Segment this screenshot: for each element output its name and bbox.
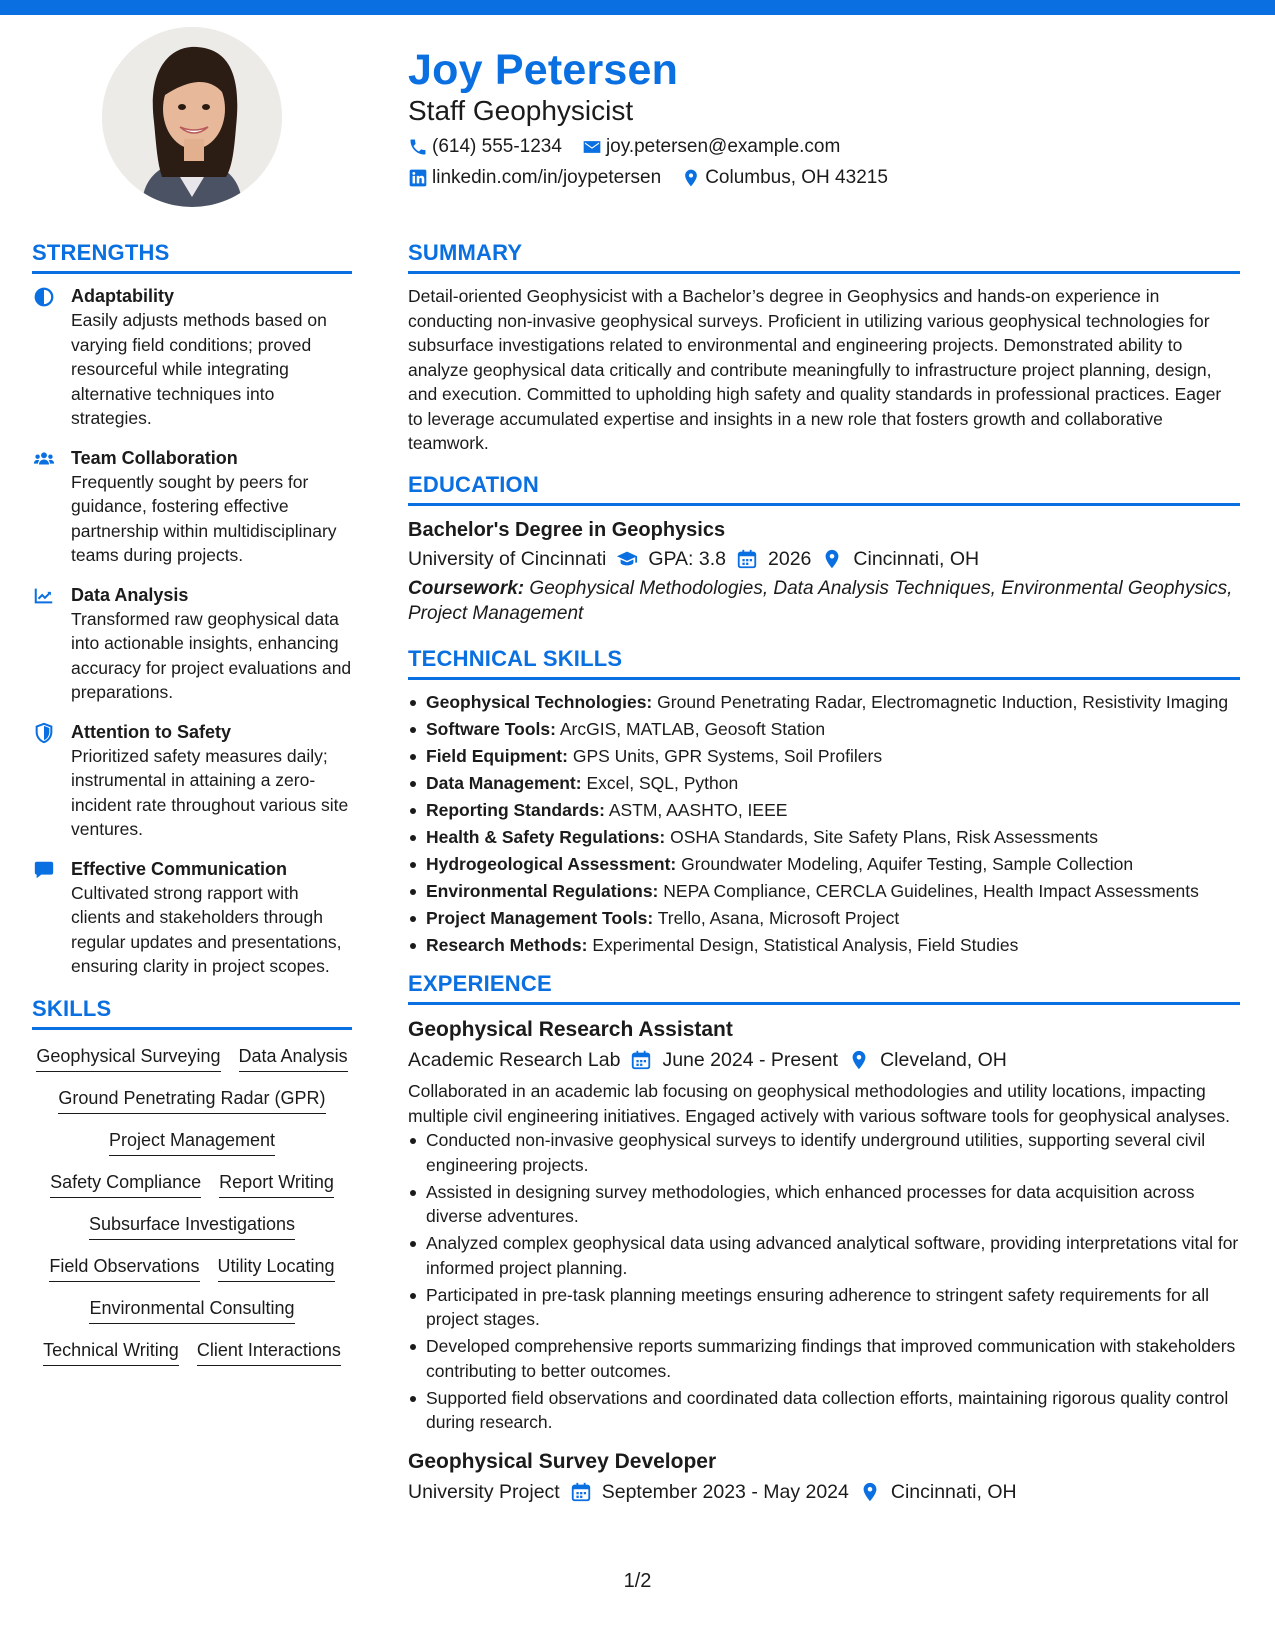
email-contact[interactable]	[582, 134, 840, 160]
experience-entry	[408, 1015, 1240, 1435]
location-text: Columbus, OH 43215	[705, 167, 888, 188]
skill-tag: Environmental Consulting	[89, 1296, 294, 1324]
strength-title: Effective Communication	[71, 858, 288, 879]
comment-icon	[33, 859, 55, 881]
coursework-label: Coursework:	[408, 577, 525, 599]
strength-title: Attention to Safety	[71, 721, 231, 742]
map-pin-icon	[821, 548, 843, 570]
list-item	[408, 798, 1240, 823]
tech-skill-value: GPS Units, GPR Systems, Soil Profilers	[572, 745, 883, 766]
top-accent-bar	[0, 0, 1275, 15]
strength-item	[32, 446, 352, 568]
envelope-icon	[582, 137, 602, 157]
list-item	[408, 879, 1240, 904]
list-item: Supported field observations and coordinated data collection efforts, maintaining rigorous quality control during research.	[408, 1386, 1240, 1435]
tech-skill-label: Field Equipment:	[426, 745, 568, 766]
strength-item	[32, 857, 352, 979]
graduation-year: 2026	[768, 547, 812, 570]
list-item	[408, 825, 1240, 850]
skill-tag: Geophysical Surveying	[36, 1044, 220, 1072]
summary-heading: SUMMARY	[408, 238, 1240, 274]
list-item	[408, 690, 1240, 715]
school-name: University of Cincinnati	[408, 547, 607, 570]
half-circle-icon	[33, 286, 55, 308]
education-meta	[408, 544, 1240, 574]
coursework-text: Geophysical Methodologies, Data Analysis Techniques, Environmental Geophysics, Project Management	[408, 577, 1233, 624]
strengths-heading: STRENGTHS	[32, 238, 352, 274]
list-item	[408, 906, 1240, 931]
tech-skill-value: Groundwater Modeling, Aquifer Testing, Sample Collection	[681, 853, 1134, 874]
linkedin-icon	[408, 168, 428, 188]
job-location: Cincinnati, OH	[890, 1480, 1017, 1503]
job-dates: June 2024 - Present	[662, 1049, 839, 1071]
tech-skill-value: ASTM, AASHTO, IEEE	[608, 799, 788, 820]
location-contact	[681, 165, 888, 191]
email-text: joy.petersen@example.com	[605, 136, 841, 157]
tech-skill-label: Hydrogeological Assessment:	[426, 853, 677, 874]
tech-skill-value: NEPA Compliance, CERCLA Guidelines, Health Impact Assessments	[663, 880, 1199, 901]
graduation-cap-icon	[616, 548, 638, 570]
tech-skill-value: Excel, SQL, Python	[586, 772, 739, 793]
tech-skill-label: Environmental Regulations:	[426, 880, 659, 901]
skill-tag: Client Interactions	[197, 1338, 341, 1366]
users-icon	[33, 448, 55, 470]
avatar	[102, 27, 282, 207]
technical-skills-heading: TECHNICAL SKILLS	[408, 644, 1240, 680]
chart-line-icon	[33, 585, 55, 607]
skill-tag: Data Analysis	[239, 1044, 348, 1072]
contact-row-1	[408, 134, 1248, 160]
phone-icon	[408, 137, 428, 157]
skill-tag: Technical Writing	[43, 1338, 179, 1366]
linkedin-contact[interactable]	[408, 165, 661, 191]
skill-tag: Safety Compliance	[50, 1170, 201, 1198]
strength-desc: Transformed raw geophysical data into actionable insights, enhancing accuracy for project evaluations and preparations.	[71, 608, 352, 702]
strength-title: Data Analysis	[71, 584, 189, 605]
phone-text: (614) 555-1234	[432, 136, 562, 157]
job-meta	[408, 1477, 1240, 1507]
list-item: Conducted non-invasive geophysical surveys to identify underground utilities, supporting several civil engineering projects.	[408, 1128, 1240, 1177]
strength-item	[32, 583, 352, 705]
school-location: Cincinnati, OH	[853, 547, 980, 570]
calendar-icon	[570, 1481, 592, 1503]
list-item: Assisted in designing survey methodologies, which enhanced processes for data acquisition across diverse adventures.	[408, 1180, 1240, 1229]
tech-skill-value: Experimental Design, Statistical Analysis, Field Studies	[592, 934, 1019, 955]
technical-skills-list	[408, 690, 1240, 958]
page-number: 1/2	[623, 1570, 652, 1592]
job-description: Collaborated in an academic lab focusing on geophysical methodologies and utility locations, impacting multiple civil engineering initiatives. Engaged actively with various software tools for geophysical analyses.	[408, 1081, 1230, 1126]
job-bullets	[408, 1128, 1240, 1435]
skill-tag: Ground Penetrating Radar (GPR)	[58, 1086, 325, 1114]
skills-list	[32, 1040, 352, 1366]
map-pin-icon	[848, 1049, 870, 1071]
resume-header	[408, 44, 1248, 191]
strength-desc: Frequently sought by peers for guidance, fostering effective partnership within multidisciplinary teams during projects.	[71, 471, 337, 565]
job-dates: September 2023 - May 2024	[601, 1480, 849, 1503]
map-pin-icon	[859, 1481, 881, 1503]
degree-title: Bachelor's Degree in Geophysics	[408, 518, 726, 541]
tech-skill-label: Research Methods:	[426, 934, 588, 955]
calendar-icon	[736, 548, 758, 570]
strength-desc: Prioritized safety measures daily; instrumental in attaining a zero-incident rate throughout various site ventures.	[71, 745, 349, 839]
job-title: Geophysical Research Assistant	[408, 1018, 733, 1041]
strength-item	[32, 284, 352, 431]
linkedin-text: linkedin.com/in/joypetersen	[432, 167, 662, 188]
tech-skill-value: ArcGIS, MATLAB, Geosoft Station	[559, 718, 826, 739]
list-item	[408, 744, 1240, 769]
skill-tag: Report Writing	[219, 1170, 334, 1198]
list-item	[408, 852, 1240, 877]
tech-skill-value: Trello, Asana, Microsoft Project	[657, 907, 900, 928]
skills-heading: SKILLS	[32, 994, 352, 1030]
coursework	[408, 576, 1240, 626]
strength-title: Team Collaboration	[71, 447, 238, 468]
map-pin-icon	[681, 168, 701, 188]
right-column	[408, 238, 1240, 1507]
job-location: Cleveland, OH	[880, 1049, 1007, 1071]
tech-skill-label: Software Tools:	[426, 718, 556, 739]
experience-heading: EXPERIENCE	[408, 969, 1240, 1005]
skill-tag: Project Management	[109, 1128, 275, 1156]
strength-title: Adaptability	[71, 286, 175, 306]
tech-skill-label: Health & Safety Regulations:	[426, 826, 666, 847]
candidate-name: Joy Petersen	[408, 46, 679, 94]
list-item	[408, 771, 1240, 796]
left-column	[32, 238, 352, 1366]
list-item: Participated in pre-task planning meetings ensuring adherence to stringent safety requirements for all project stages.	[408, 1283, 1240, 1332]
tech-skill-label: Data Management:	[426, 772, 582, 793]
skill-tag: Subsurface Investigations	[89, 1212, 295, 1240]
strength-desc: Easily adjusts methods based on varying field conditions; proved resourceful while integrating alternative techniques into strategies.	[71, 310, 327, 428]
gpa-text: GPA: 3.8	[648, 547, 727, 570]
strength-desc: Cultivated strong rapport with clients and stakeholders through regular updates and presentations, ensuring clarity in project scopes.	[71, 882, 342, 976]
tech-skill-label: Project Management Tools:	[426, 907, 654, 928]
phone-contact[interactable]	[408, 134, 562, 160]
skill-tag: Utility Locating	[218, 1254, 335, 1282]
education-heading: EDUCATION	[408, 470, 1240, 506]
tech-skill-label: Reporting Standards:	[426, 799, 605, 820]
experience-entry	[408, 1447, 1240, 1507]
job-meta	[408, 1045, 1240, 1075]
list-item	[408, 933, 1240, 958]
calendar-icon	[630, 1049, 652, 1071]
summary-text: Detail-oriented Geophysicist with a Bachelor’s degree in Geophysics and hands-on experience in conducting non-invasive geophysical surveys. Proficient in utilizing various geophysical technologies for subsurface investigations related to environmental and engineering projects. Demonstrated ability to analyze geophysical data critically and contribute meaningfully to infrastructure project planning, design, and execution. Committed to upholding high safety and quality standards in professional practices. Eager to leverage accumulated expertise and insights in a new role that fosters growth and collaborative teamwork.	[408, 286, 1222, 453]
portrait-photo	[102, 27, 282, 207]
list-item: Analyzed complex geophysical data using advanced analytical software, providing interpretations vital for informed project planning.	[408, 1231, 1240, 1280]
job-org: Academic Research Lab	[408, 1049, 621, 1071]
candidate-title: Staff Geophysicist	[408, 95, 634, 126]
skill-tag: Field Observations	[49, 1254, 199, 1282]
list-item: Developed comprehensive reports summarizing findings that improved communication with stakeholders contributing to better outcomes.	[408, 1334, 1240, 1383]
list-item	[408, 717, 1240, 742]
tech-skill-label: Geophysical Technologies:	[426, 691, 653, 712]
tech-skill-value: OSHA Standards, Site Safety Plans, Risk Assessments	[670, 826, 1099, 847]
job-org: University Project	[408, 1480, 560, 1503]
strength-item	[32, 720, 352, 842]
tech-skill-value: Ground Penetrating Radar, Electromagnetic Induction, Resistivity Imaging	[657, 691, 1229, 712]
job-title: Geophysical Survey Developer	[408, 1449, 717, 1473]
contact-row-2	[408, 165, 1248, 191]
shield-icon	[33, 722, 55, 744]
